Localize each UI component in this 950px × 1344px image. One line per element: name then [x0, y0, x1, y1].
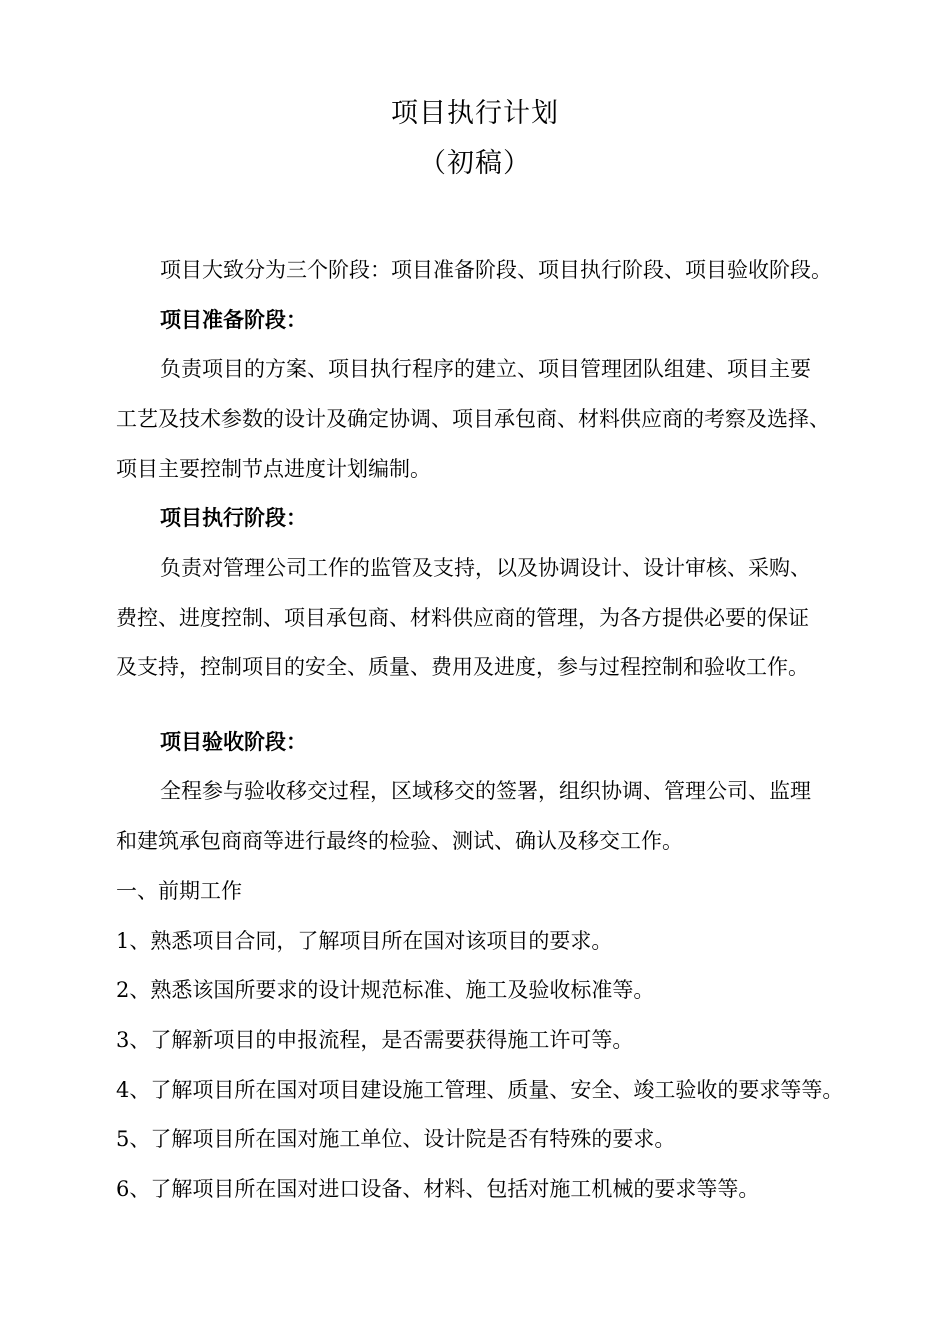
- list-item: 1、熟悉项目合同，了解项目所在国对该项目的要求。: [116, 929, 613, 953]
- list-item: 2、熟悉该国所要求的设计规范标准、施工及验收标准等。: [116, 978, 655, 1002]
- list-item: 3、了解新项目的申报流程，是否需要获得施工许可等。: [116, 1028, 634, 1052]
- paragraph-line: 和建筑承包商商等进行最终的检验、测试、确认及移交工作。: [116, 829, 683, 853]
- paragraph-line: 费控、进度控制、项目承包商、材料供应商的管理，为各方提供必要的保证: [116, 606, 809, 630]
- paragraph-line: 全程参与验收移交过程，区域移交的签署，组织协调、管理公司、监理: [160, 779, 811, 803]
- list-item: 5、了解项目所在国对施工单位、设计院是否有特殊的要求。: [116, 1127, 676, 1151]
- paragraph-line: 项目主要控制节点进度计划编制。: [116, 457, 431, 481]
- list-item: 4、了解项目所在国对项目建设施工管理、质量、安全、竣工验收的要求等等。: [116, 1078, 844, 1102]
- paragraph-line: 负责对管理公司工作的监管及支持，以及协调设计、设计审核、采购、: [160, 556, 811, 580]
- section-heading-execution: 项目执行阶段：: [160, 505, 307, 530]
- paragraph-line: 工艺及技术参数的设计及确定协调、项目承包商、材料供应商的考察及选择、: [116, 407, 830, 431]
- document-subtitle: （初稿）: [419, 148, 531, 179]
- early-work-heading: 一、前期工作: [116, 879, 242, 903]
- section-heading-preparation: 项目准备阶段：: [160, 307, 307, 332]
- document-title: 项目执行计划: [391, 98, 559, 129]
- section-heading-acceptance: 项目验收阶段：: [160, 729, 307, 754]
- paragraph-line: 负责项目的方案、项目执行程序的建立、项目管理团队组建、项目主要: [160, 357, 811, 381]
- list-item: 6、了解项目所在国对进口设备、材料、包括对施工机械的要求等等。: [116, 1177, 760, 1201]
- paragraph-line: 及支持，控制项目的安全、质量、费用及进度，参与过程控制和验收工作。: [116, 655, 809, 679]
- intro-paragraph: 项目大致分为三个阶段：项目准备阶段、项目执行阶段、项目验收阶段。: [160, 258, 832, 282]
